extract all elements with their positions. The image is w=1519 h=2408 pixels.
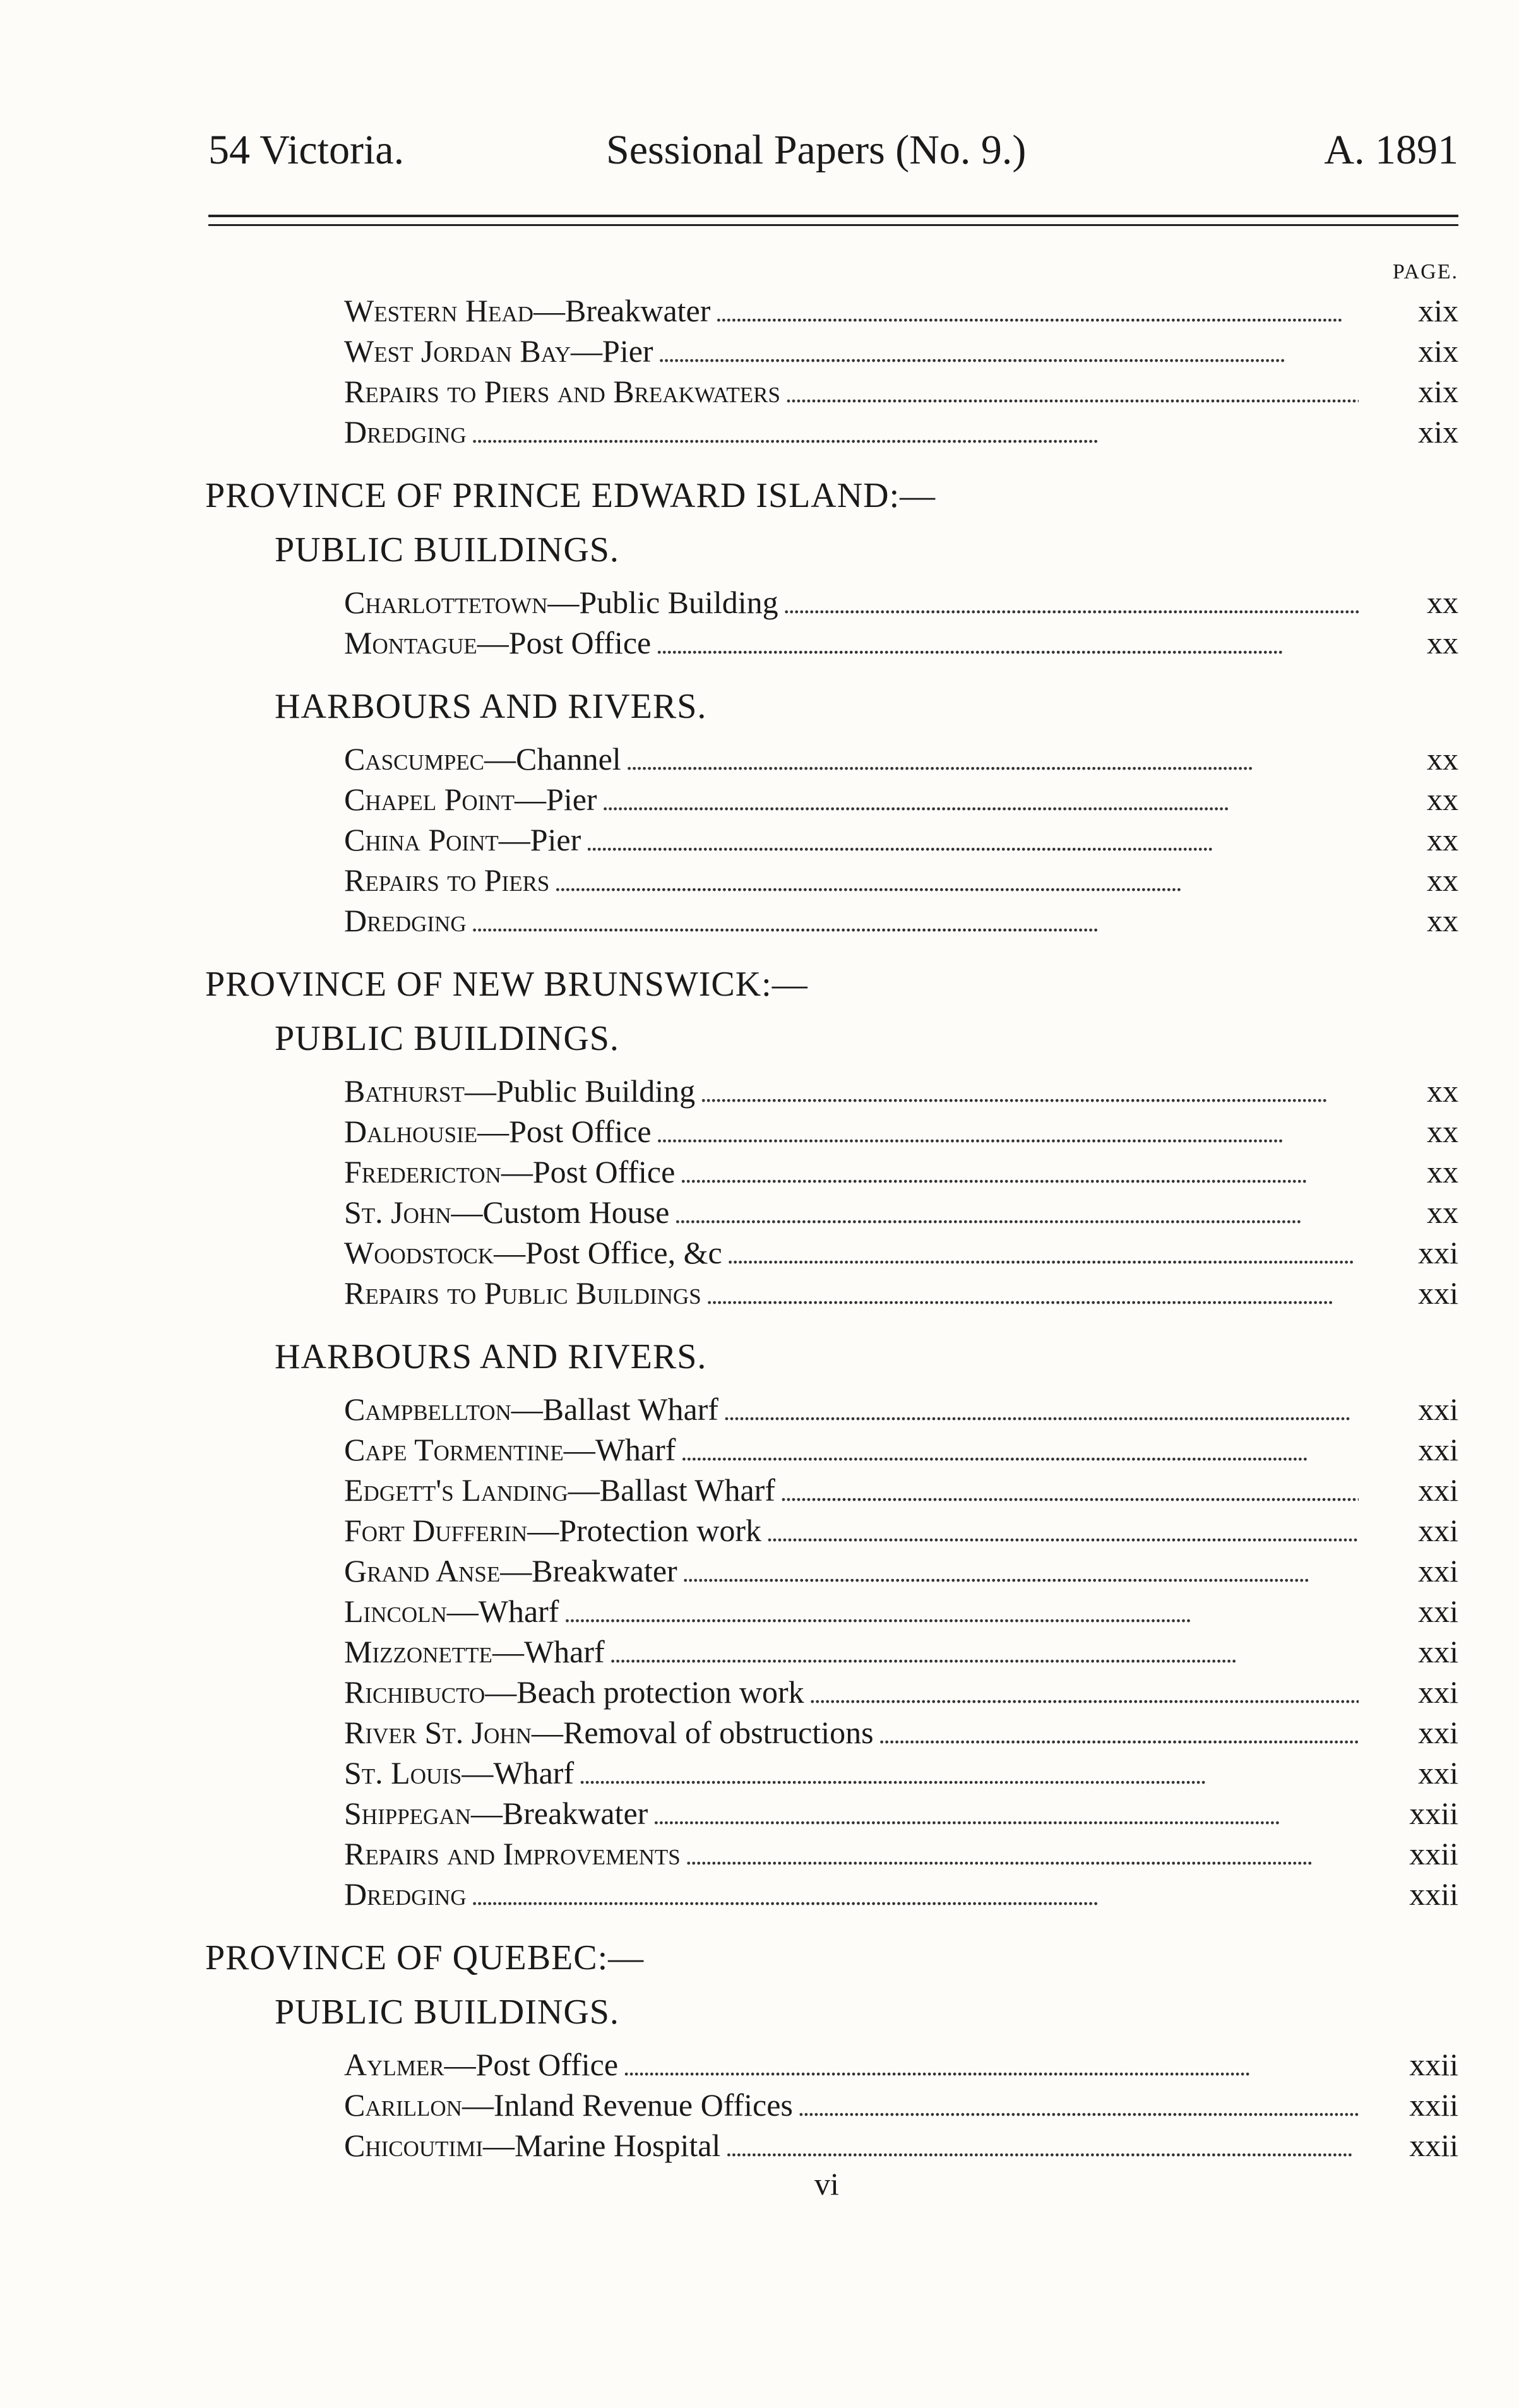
entry-title (344, 2044, 618, 2085)
dot-leader (564, 1591, 1359, 1634)
entry-page-number: xxii (1409, 1876, 1458, 1912)
entry-title (344, 412, 467, 452)
section-heading: HARBOURS AND RIVERS. (275, 1337, 707, 1376)
entry-place: Repairs and Improvements (344, 1836, 681, 1871)
toc-entry (344, 1389, 1458, 1429)
dot-leader (586, 820, 1359, 862)
dot-leader (879, 1712, 1359, 1755)
toc-entry (344, 1273, 1458, 1313)
province-heading: PROVINCE OF PRINCE EDWARD ISLAND:— (205, 476, 936, 515)
running-header (208, 126, 1458, 189)
header-rule-bottom (208, 224, 1458, 226)
entry-page-number: xix (1418, 333, 1458, 369)
entry-title (344, 1833, 681, 1874)
dot-leader (682, 1551, 1359, 1594)
dot-leader (706, 1273, 1359, 1316)
entry-place: Cape Tormentine (344, 1432, 564, 1467)
page-column-label: PAGE. (1392, 260, 1458, 283)
toc-entry (344, 779, 1458, 820)
entry-page-number: xxi (1418, 1392, 1458, 1427)
entry-title (344, 1152, 675, 1192)
dot-leader (724, 1389, 1359, 1432)
toc-entry (344, 1672, 1458, 1712)
toc-entry (344, 2085, 1458, 2125)
entry-title (344, 1753, 574, 1793)
toc-entry (344, 2044, 1458, 2085)
entry-title (344, 371, 780, 412)
entry-place: Shippegan (344, 1796, 471, 1831)
entry-description: —Breakwater (470, 1796, 648, 1831)
entry-page-number: xx (1427, 822, 1458, 857)
entry-place: Mizzonette (344, 1634, 492, 1669)
entry-title (344, 331, 653, 371)
toc-entry (344, 860, 1458, 900)
entry-title (344, 1591, 559, 1631)
entry-title (344, 623, 651, 663)
entry-page-number: xxii (1409, 2087, 1458, 2123)
entry-title (344, 1793, 648, 1833)
entry-page-number: xxi (1418, 1715, 1458, 1750)
entry-title (344, 2085, 793, 2125)
toc-entry (344, 1071, 1458, 1111)
entry-place: Lincoln (344, 1594, 447, 1629)
entry-description: —Post Office, &c (494, 1235, 722, 1270)
entry-place: Repairs to Piers (344, 862, 550, 898)
entry-place: Fort Dufferin (344, 1513, 528, 1548)
province-heading: PROVINCE OF QUEBEC:— (205, 1938, 645, 1977)
entry-place: Repairs to Piers and Breakwaters (344, 374, 780, 409)
toc-entry (344, 371, 1458, 412)
toc-entry (344, 1753, 1458, 1793)
section-heading: PUBLIC BUILDINGS. (275, 1993, 619, 2032)
entry-place: Aylmer (344, 2047, 444, 2082)
toc-entry (344, 623, 1458, 663)
entry-title (344, 900, 467, 941)
entry-place: St. Louis (344, 1755, 462, 1791)
dot-leader (472, 412, 1359, 455)
entry-title (344, 2125, 720, 2166)
dot-leader (798, 2085, 1359, 2128)
entry-page-number: xxi (1418, 1674, 1458, 1710)
entry-description: —Pier (498, 822, 581, 857)
entry-description: —Breakwater (500, 1553, 677, 1588)
entry-description: —Post Office (501, 1154, 676, 1189)
entry-title (344, 739, 621, 779)
dot-leader (766, 1510, 1359, 1553)
dot-leader (783, 582, 1359, 625)
entry-place: Edgett's Landing (344, 1472, 568, 1508)
toc-entry (344, 2125, 1458, 2166)
entry-page-number: xx (1427, 1195, 1458, 1230)
dot-leader (809, 1672, 1359, 1715)
entry-title (344, 1111, 652, 1152)
toc-entry (344, 1631, 1458, 1672)
entry-page-number: xxi (1418, 1235, 1458, 1270)
dot-leader (623, 2044, 1359, 2087)
dot-leader (472, 1874, 1359, 1917)
dot-leader (554, 860, 1359, 903)
dot-leader (700, 1071, 1359, 1114)
toc-entry (344, 1232, 1458, 1273)
dot-leader (680, 1152, 1359, 1195)
toc-entry (344, 1874, 1458, 1914)
toc-entry (344, 1793, 1458, 1833)
toc-entry (344, 582, 1458, 623)
toc-entry (344, 1833, 1458, 1874)
entry-title (344, 860, 549, 900)
entry-title (344, 1232, 722, 1273)
entry-title (344, 1071, 695, 1111)
dot-leader (785, 371, 1359, 414)
entry-place: Repairs to Public Buildings (344, 1275, 701, 1311)
entry-page-number: xx (1427, 1114, 1458, 1149)
entry-page-number: xix (1418, 293, 1458, 328)
toc-entry (344, 1152, 1458, 1192)
entry-title (344, 290, 710, 331)
entry-description: —Marine Hospital (483, 2128, 721, 2163)
toc-entry (344, 412, 1458, 452)
entry-description: —Protection work (527, 1513, 761, 1548)
entry-place: Chicoutimi (344, 2128, 483, 2163)
dot-leader (674, 1192, 1359, 1235)
entry-place: Dredging (344, 1876, 467, 1912)
entry-description: —Ballast Wharf (511, 1392, 718, 1427)
entry-page-number: xix (1418, 414, 1458, 450)
entry-page-number: xxi (1418, 1755, 1458, 1791)
dot-leader (727, 1232, 1359, 1275)
dot-leader (681, 1429, 1359, 1472)
entry-title (344, 1470, 775, 1510)
entry-page-number: xxi (1418, 1594, 1458, 1629)
entry-description: —Post Office (444, 2047, 619, 2082)
entry-title (344, 582, 778, 623)
entry-page-number: xxii (1409, 1836, 1458, 1871)
entry-description: —Post Office (477, 625, 652, 660)
entry-page-number: xx (1427, 1073, 1458, 1109)
entry-page-number: xix (1418, 374, 1458, 409)
header-volume: 54 Victoria. (208, 127, 405, 173)
entry-page-number: xx (1427, 625, 1458, 660)
toc-entry (344, 1470, 1458, 1510)
header-title: Sessional Papers (No. 9.) (606, 127, 1027, 173)
entry-description: —Post Office (477, 1114, 652, 1149)
entry-place: Charlottetown (344, 585, 548, 620)
entry-place: St. John (344, 1195, 451, 1230)
entry-title (344, 1192, 669, 1232)
entry-page-number: xxii (1409, 2047, 1458, 2082)
toc-entry (344, 290, 1458, 331)
entry-description: —Wharf (563, 1432, 676, 1467)
entry-place: Dredging (344, 903, 467, 938)
entry-place: Fredericton (344, 1154, 501, 1189)
entry-place: Bathurst (344, 1073, 465, 1109)
entry-place: China Point (344, 822, 499, 857)
toc-entry (344, 1111, 1458, 1152)
dot-leader (686, 1833, 1359, 1876)
toc-entry (344, 900, 1458, 941)
entry-description: —Public Building (464, 1073, 696, 1109)
entry-page-number: xxi (1418, 1472, 1458, 1508)
dot-leader (626, 739, 1359, 782)
entry-page-number: xxii (1409, 1796, 1458, 1831)
entry-title (344, 1389, 718, 1429)
toc-entry (344, 1192, 1458, 1232)
entry-description: —Breakwater (533, 293, 711, 328)
entry-title (344, 1631, 605, 1672)
toc-entry (344, 1591, 1458, 1631)
toc-entry (344, 1510, 1458, 1551)
toc-entry (344, 1429, 1458, 1470)
entry-title (344, 1510, 761, 1551)
entry-page-number: xxii (1409, 2128, 1458, 2163)
entry-description: —Wharf (462, 1755, 575, 1791)
dot-leader (715, 290, 1359, 333)
entry-title (344, 820, 581, 860)
entry-place: West Jordan Bay (344, 333, 571, 369)
entry-page-number: xxi (1418, 1513, 1458, 1548)
section-heading: PUBLIC BUILDINGS. (275, 1019, 619, 1058)
entry-title (344, 1273, 701, 1313)
entry-page-number: xx (1427, 782, 1458, 817)
entry-place: Campbellton (344, 1392, 511, 1427)
entry-description: —Inland Revenue Offices (462, 2087, 793, 2123)
entry-title (344, 779, 597, 820)
page-folio: vi (814, 2166, 839, 2202)
entry-page-number: xxi (1418, 1432, 1458, 1467)
dot-leader (653, 1793, 1359, 1836)
dot-leader (780, 1470, 1359, 1513)
entry-place: River St. John (344, 1715, 532, 1750)
toc-entry (344, 1712, 1458, 1753)
entry-page-number: xxi (1418, 1553, 1458, 1588)
entry-description: —Beach protection work (485, 1674, 804, 1710)
toc-entry (344, 820, 1458, 860)
header-rule-top (208, 215, 1458, 217)
entry-title (344, 1672, 804, 1712)
entry-place: Western Head (344, 293, 533, 328)
entry-place: Dredging (344, 414, 467, 450)
dot-leader (472, 900, 1359, 943)
entry-description: —Wharf (492, 1634, 605, 1669)
entry-page-number: xx (1427, 741, 1458, 777)
dot-leader (579, 1753, 1359, 1796)
entry-description: —Pier (571, 333, 653, 369)
entry-place: Dalhousie (344, 1114, 478, 1149)
entry-description: —Pier (515, 782, 597, 817)
dot-leader (657, 1111, 1359, 1154)
province-heading: PROVINCE OF NEW BRUNSWICK:— (205, 965, 808, 1004)
dot-leader (658, 331, 1359, 374)
entry-description: —Channel (484, 741, 621, 777)
dot-leader (725, 2125, 1359, 2168)
entry-page-number: xx (1427, 903, 1458, 938)
entry-place: Chapel Point (344, 782, 515, 817)
header-year: A. 1891 (1324, 127, 1458, 173)
toc-entry (344, 739, 1458, 779)
entry-place: Grand Anse (344, 1553, 501, 1588)
section-heading: HARBOURS AND RIVERS. (275, 687, 707, 726)
entry-title (344, 1429, 676, 1470)
entry-page-number: xxi (1418, 1275, 1458, 1311)
entry-place: Richibucto (344, 1674, 485, 1710)
entry-title (344, 1874, 467, 1914)
entry-description: —Wharf (446, 1594, 559, 1629)
entry-title (344, 1551, 677, 1591)
entry-title (344, 1712, 874, 1753)
entry-description: —Public Building (547, 585, 778, 620)
toc-entry (344, 331, 1458, 371)
section-heading: PUBLIC BUILDINGS. (275, 530, 619, 569)
dot-leader (602, 779, 1359, 822)
entry-page-number: xx (1427, 585, 1458, 620)
entry-place: Montague (344, 625, 477, 660)
entry-description: —Custom House (451, 1195, 670, 1230)
entry-page-number: xx (1427, 1154, 1458, 1189)
entry-description: —Removal of obstructions (531, 1715, 874, 1750)
entry-page-number: xx (1427, 862, 1458, 898)
dot-leader (610, 1631, 1359, 1674)
entry-description: —Ballast Wharf (568, 1472, 775, 1508)
entry-place: Cascumpec (344, 741, 485, 777)
entry-page-number: xxi (1418, 1634, 1458, 1669)
entry-place: Carillon (344, 2087, 462, 2123)
entry-place: Woodstock (344, 1235, 494, 1270)
toc-entry (344, 1551, 1458, 1591)
dot-leader (656, 623, 1359, 665)
